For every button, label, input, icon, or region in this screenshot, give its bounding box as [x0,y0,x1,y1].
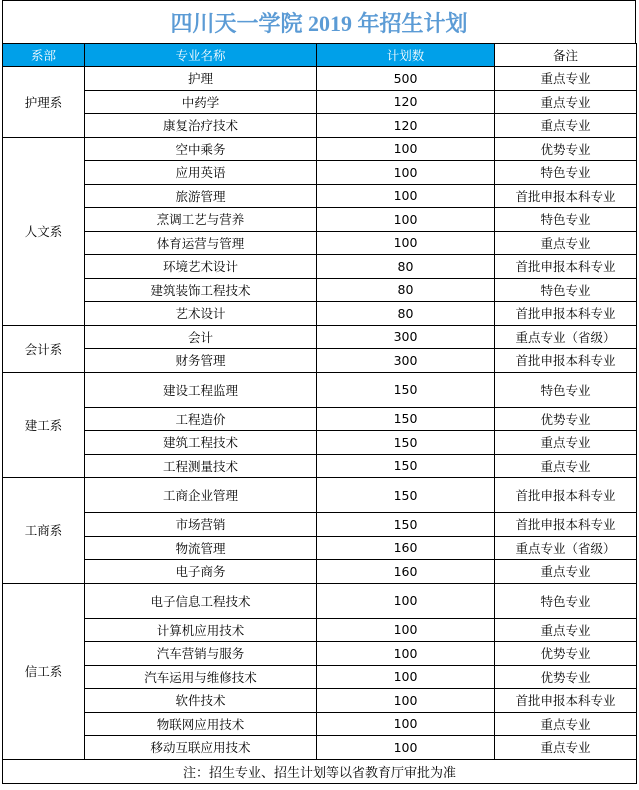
table-row [3,583,637,618]
major-cell: 工程造价 [85,407,317,431]
remark-cell: 首批申报本科专业 [495,478,637,513]
remark-cell: 特色专业 [495,372,637,407]
dept-cell: 工商系 [3,478,85,584]
remark-cell: 特色专业 [495,583,637,618]
table-row [3,349,637,373]
count-cell: 80 [317,302,495,326]
count-cell: 150 [317,513,495,537]
remark-cell: 重点专业 [495,560,637,584]
remark-cell: 重点专业 [495,114,637,138]
column-header-count: 计划数 [317,44,495,67]
count-cell: 150 [317,454,495,478]
count-cell: 120 [317,90,495,114]
remark-cell: 首批申报本科专业 [495,349,637,373]
count-cell: 100 [317,208,495,232]
table-row [3,454,637,478]
remark-cell: 重点专业 [495,90,637,114]
major-cell: 艺术设计 [85,302,317,326]
major-cell: 电子商务 [85,560,317,584]
table-row [3,302,637,326]
major-cell: 建设工程监理 [85,372,317,407]
table-row [3,231,637,255]
count-cell: 300 [317,349,495,373]
table-row [3,736,637,760]
major-cell: 软件技术 [85,689,317,713]
remark-cell: 首批申报本科专业 [495,513,637,537]
major-cell: 移动互联应用技术 [85,736,317,760]
count-cell: 80 [317,278,495,302]
table-row [3,90,637,114]
dept-cell: 人文系 [3,137,85,325]
column-header-major: 专业名称 [85,44,317,67]
major-cell: 空中乘务 [85,137,317,161]
count-cell: 100 [317,161,495,185]
dept-cell: 护理系 [3,67,85,138]
table-row [3,325,637,349]
table-row [3,161,637,185]
count-cell: 500 [317,67,495,91]
table-row [3,689,637,713]
remark-cell: 重点专业（省级） [495,325,637,349]
count-cell: 100 [317,231,495,255]
count-cell: 100 [317,184,495,208]
table-row [3,208,637,232]
remark-cell: 首批申报本科专业 [495,302,637,326]
table-row [3,114,637,138]
table-row [3,255,637,279]
remark-cell: 特色专业 [495,208,637,232]
major-cell: 烹调工艺与营养 [85,208,317,232]
remark-cell: 优势专业 [495,137,637,161]
remark-cell: 重点专业 [495,231,637,255]
remark-cell: 首批申报本科专业 [495,184,637,208]
table-row [3,278,637,302]
count-cell: 100 [317,583,495,618]
table-row [3,712,637,736]
count-cell: 100 [317,665,495,689]
table-row [3,478,637,513]
count-cell: 100 [317,137,495,161]
count-cell: 100 [317,712,495,736]
remark-cell: 优势专业 [495,407,637,431]
major-cell: 建筑装饰工程技术 [85,278,317,302]
count-cell: 100 [317,618,495,642]
major-cell: 工商企业管理 [85,478,317,513]
remark-cell: 优势专业 [495,642,637,666]
major-cell: 工程测量技术 [85,454,317,478]
count-cell: 160 [317,560,495,584]
count-cell: 100 [317,736,495,760]
dept-cell: 建工系 [3,372,85,478]
major-cell: 体育运营与管理 [85,231,317,255]
note-row [3,759,637,783]
table-row [3,184,637,208]
remark-cell: 首批申报本科专业 [495,255,637,279]
table-row [3,665,637,689]
table-row [3,536,637,560]
table-header-row [3,44,637,67]
dept-cell: 信工系 [3,583,85,759]
remark-cell: 重点专业 [495,712,637,736]
table-row [3,560,637,584]
dept-cell: 会计系 [3,325,85,372]
remark-cell: 重点专业 [495,736,637,760]
major-cell: 中药学 [85,90,317,114]
major-cell: 市场营销 [85,513,317,537]
table-row [3,67,637,91]
count-cell: 100 [317,642,495,666]
major-cell: 物流管理 [85,536,317,560]
remark-cell: 特色专业 [495,278,637,302]
footnote: 注：招生专业、招生计划等以省教育厅审批为准 [3,759,637,783]
column-header-remark: 备注 [495,44,637,67]
count-cell: 100 [317,689,495,713]
major-cell: 环境艺术设计 [85,255,317,279]
count-cell: 150 [317,407,495,431]
remark-cell: 重点专业（省级） [495,536,637,560]
major-cell: 会计 [85,325,317,349]
column-header-dept: 系部 [3,44,85,67]
major-cell: 汽车营销与服务 [85,642,317,666]
major-cell: 财务管理 [85,349,317,373]
major-cell: 物联网应用技术 [85,712,317,736]
remark-cell: 重点专业 [495,67,637,91]
major-cell: 应用英语 [85,161,317,185]
remark-cell: 特色专业 [495,161,637,185]
remark-cell: 重点专业 [495,454,637,478]
table-row [3,431,637,455]
major-cell: 电子信息工程技术 [85,583,317,618]
enrollment-plan-sheet [2,0,636,788]
remark-cell: 首批申报本科专业 [495,689,637,713]
count-cell: 150 [317,372,495,407]
major-cell: 康复治疗技术 [85,114,317,138]
remark-cell: 重点专业 [495,618,637,642]
remark-cell: 重点专业 [495,431,637,455]
count-cell: 160 [317,536,495,560]
page-title: 四川天一学院 2019 年招生计划 [2,0,636,44]
major-cell: 旅游管理 [85,184,317,208]
count-cell: 150 [317,478,495,513]
table-row [3,513,637,537]
major-cell: 建筑工程技术 [85,431,317,455]
table-row [3,642,637,666]
table-row [3,137,637,161]
major-cell: 护理 [85,67,317,91]
count-cell: 120 [317,114,495,138]
count-cell: 300 [317,325,495,349]
count-cell: 150 [317,431,495,455]
table-row [3,407,637,431]
major-cell: 计算机应用技术 [85,618,317,642]
remark-cell: 优势专业 [495,665,637,689]
major-cell: 汽车运用与维修技术 [85,665,317,689]
table-row [3,618,637,642]
enrollment-plan-table [2,43,637,784]
count-cell: 80 [317,255,495,279]
table-row [3,372,637,407]
